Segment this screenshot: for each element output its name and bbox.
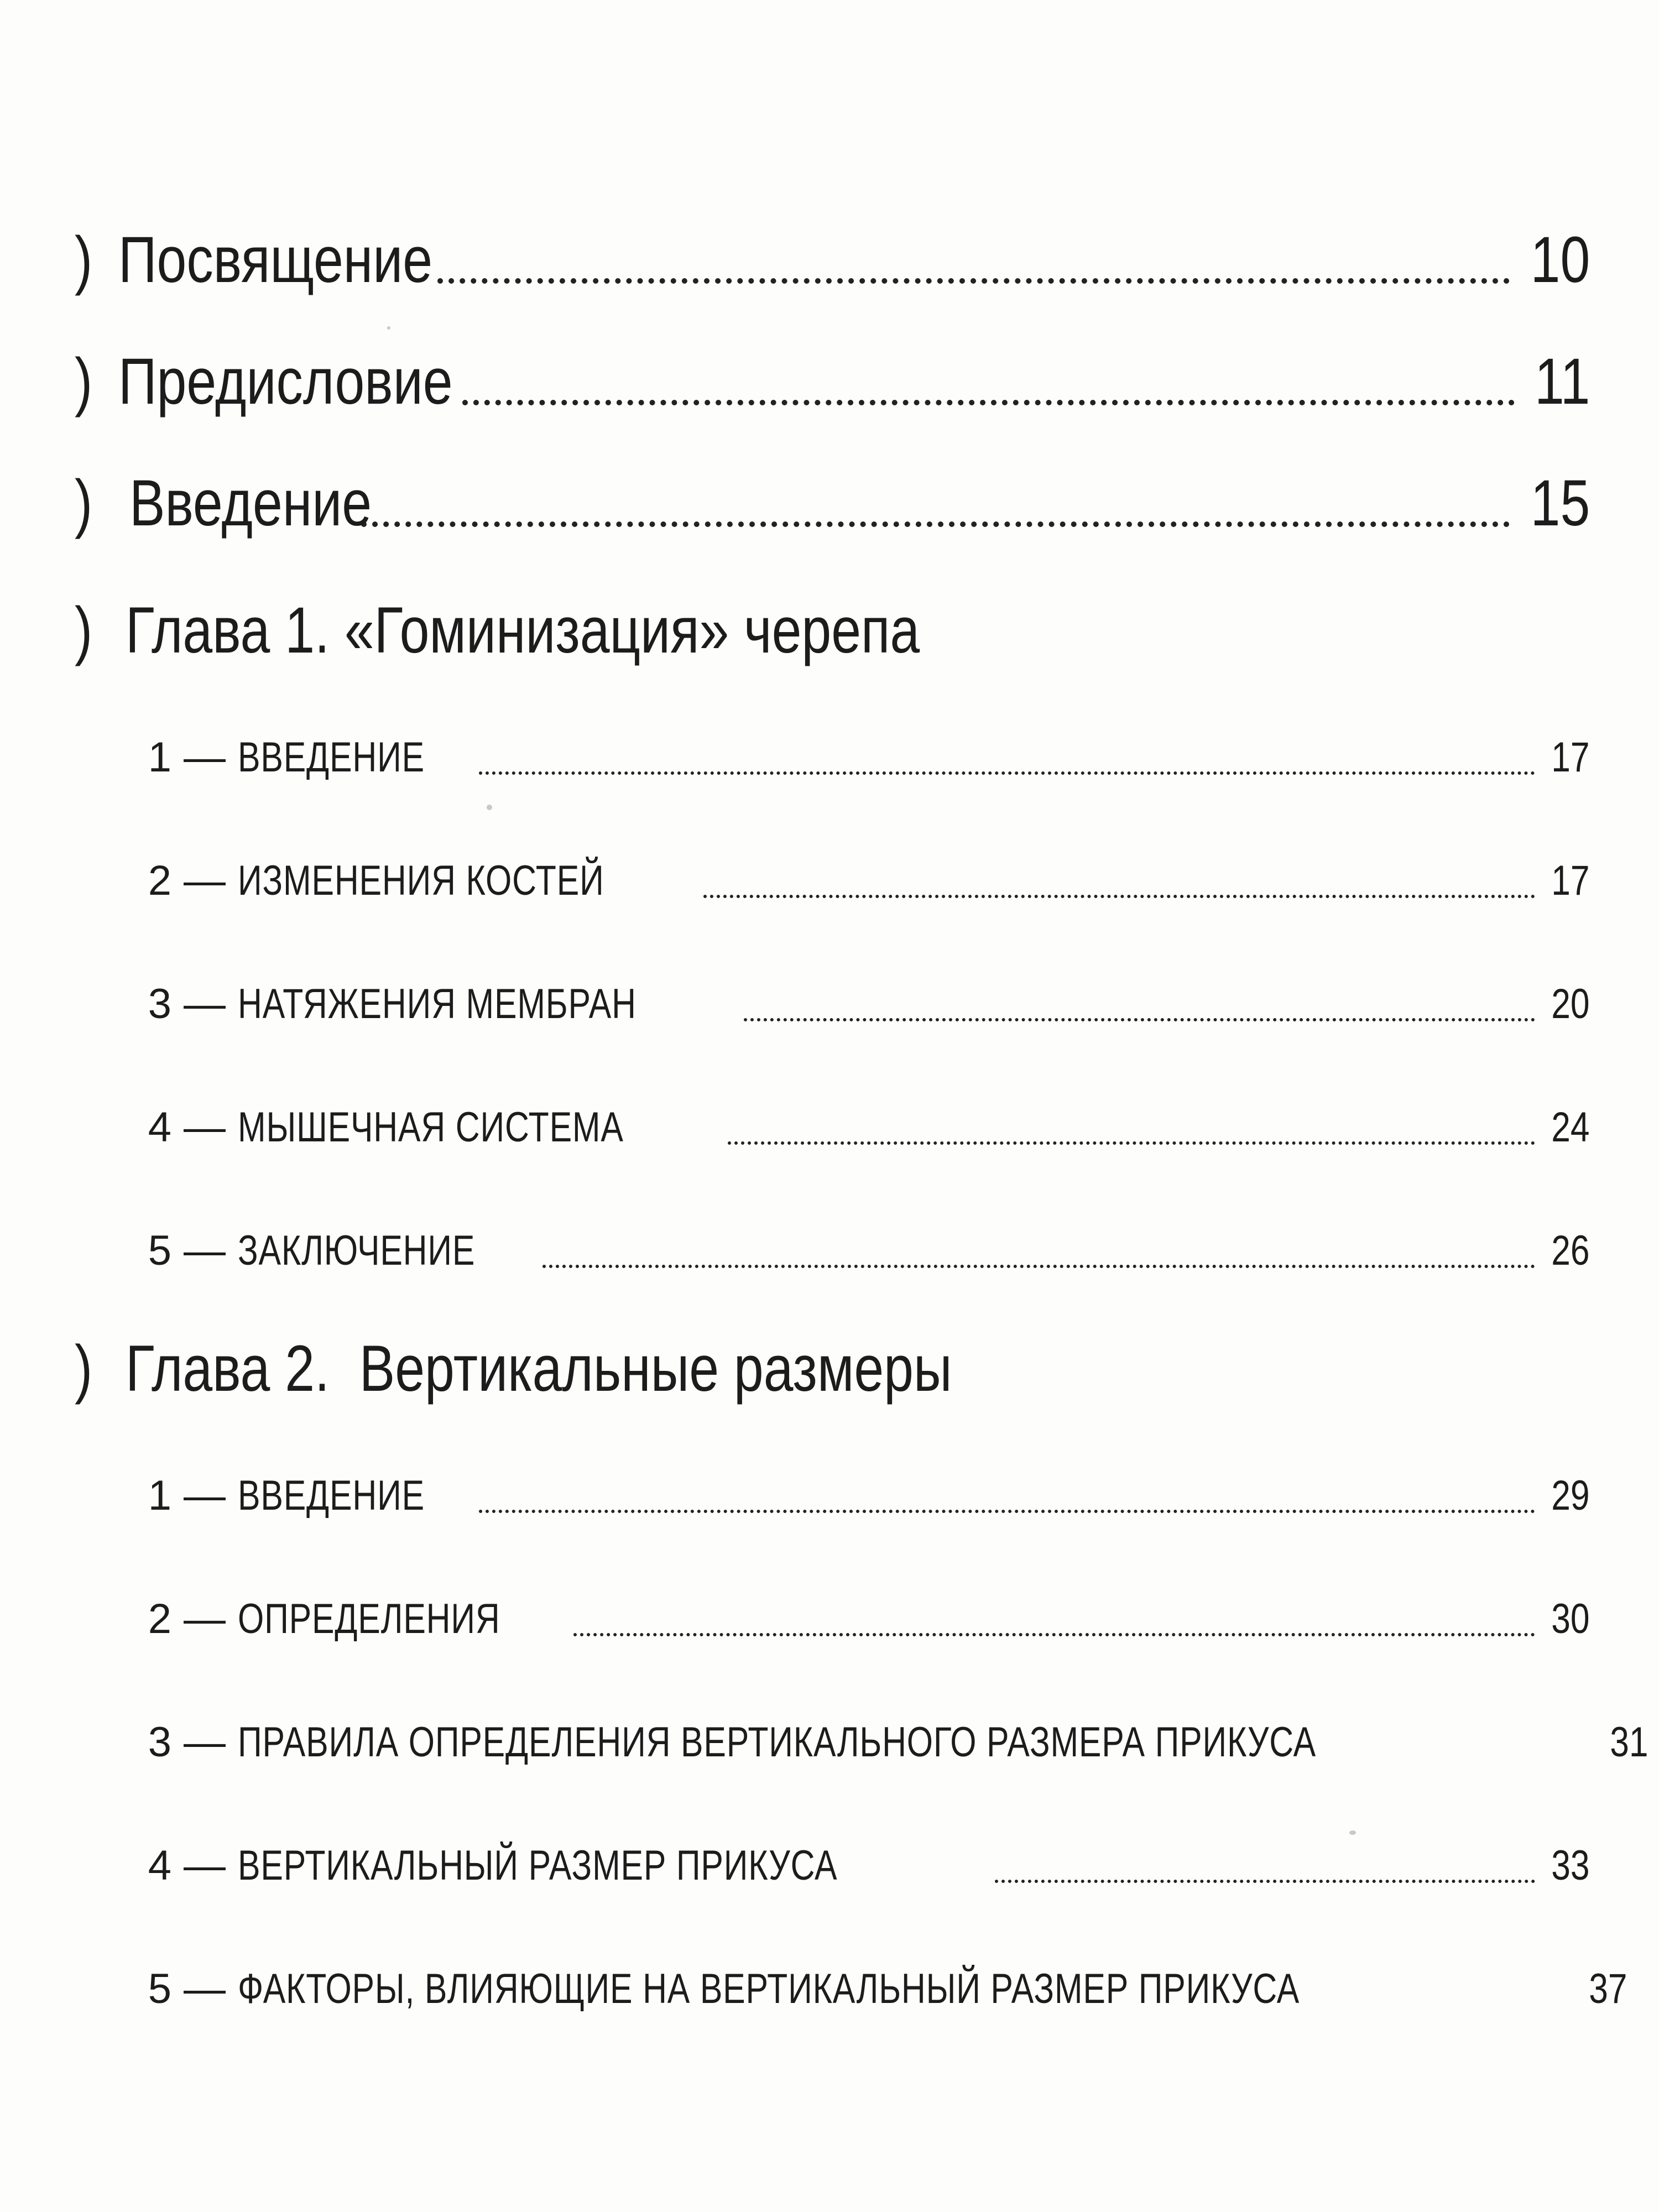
section-label: ОПРЕДЕЛЕНИЯ: [238, 1595, 500, 1642]
section-number: 5: [148, 1227, 171, 1274]
dot-leader: [703, 895, 1535, 898]
section-label: ЗАКЛЮЧЕНИЕ: [238, 1227, 476, 1274]
toc-page-number: 24: [1551, 1104, 1590, 1151]
section-number: 1: [148, 1472, 171, 1519]
toc-chapter-2-heading[interactable]: [75, 1333, 1134, 1405]
section-label: ВЕРТИКАЛЬНЫЙ РАЗМЕР ПРИКУСА: [238, 1842, 838, 1889]
toc-page-number: 11: [1534, 345, 1590, 418]
toc-section-1-2[interactable]: [138, 856, 1590, 906]
section-dash: —: [184, 857, 226, 904]
paper-speck: [1349, 1830, 1356, 1835]
dot-leader: [744, 1018, 1535, 1021]
toc-page-number: 31: [1609, 1719, 1648, 1766]
section-dash: —: [184, 980, 226, 1027]
toc-page-number: 29: [1551, 1472, 1590, 1519]
toc-bullet: ): [75, 1332, 93, 1405]
toc-section-1-1[interactable]: [138, 733, 1590, 782]
toc-entry-dedication[interactable]: [75, 224, 1590, 296]
toc-section-1-3[interactable]: [138, 979, 1590, 1029]
section-dash: —: [184, 734, 226, 781]
section-label: ПРАВИЛА ОПРЕДЕЛЕНИЯ ВЕРТИКАЛЬНОГО РАЗМЕРА ПРИКУСА: [238, 1719, 1317, 1766]
section-label: ВВЕДЕНИЕ: [238, 734, 425, 781]
toc-entry-label: Посвящение: [118, 223, 433, 296]
section-number: 2: [148, 1595, 171, 1642]
toc-page-number: 37: [1589, 1965, 1627, 2012]
section-number: 5: [148, 1965, 171, 2012]
toc-chapter-title: Глава 2. Вертикальные размеры: [126, 1332, 952, 1405]
toc-bullet: ): [75, 223, 93, 296]
paper-speck: [387, 326, 390, 330]
toc-chapter-title: Глава 1. «Гоминизация» черепа: [126, 594, 920, 667]
toc-page-number: 10: [1530, 223, 1590, 296]
toc-entry-preface[interactable]: [75, 346, 1590, 418]
section-dash: —: [184, 1595, 226, 1642]
paper-speck: [487, 805, 492, 810]
section-number: 3: [148, 980, 171, 1027]
toc-page-number: 26: [1551, 1227, 1590, 1274]
toc-entry-introduction[interactable]: [75, 467, 1590, 539]
section-number: 3: [148, 1719, 171, 1766]
toc-bullet: ): [75, 467, 93, 540]
dot-leader: [462, 400, 1515, 405]
dot-leader: [479, 771, 1535, 775]
section-dash: —: [184, 1965, 226, 2012]
toc-page-number: 33: [1551, 1842, 1590, 1889]
section-number: 2: [148, 857, 171, 904]
toc-page-number: 17: [1551, 857, 1590, 904]
toc-section-1-4[interactable]: [138, 1103, 1590, 1152]
dot-leader: [542, 1265, 1536, 1268]
dot-leader: [437, 278, 1510, 284]
section-dash: —: [184, 1842, 226, 1889]
section-dash: —: [184, 1719, 226, 1766]
toc-section-2-5[interactable]: [138, 1964, 1627, 2014]
section-number: 1: [148, 734, 171, 781]
section-label: ФАКТОРЫ, ВЛИЯЮЩИЕ НА ВЕРТИКАЛЬНЫЙ РАЗМЕР ПРИКУСА: [238, 1965, 1300, 2012]
toc-entry-label: Предисловие: [118, 345, 453, 418]
section-label: ВВЕДЕНИЕ: [238, 1472, 425, 1519]
toc-section-2-4[interactable]: [138, 1841, 1590, 1891]
toc-page-number: 17: [1551, 734, 1590, 781]
toc-chapter-1-heading[interactable]: [75, 594, 1094, 666]
section-dash: —: [184, 1472, 226, 1519]
dot-leader: [573, 1633, 1535, 1636]
toc-section-2-3[interactable]: [138, 1718, 1648, 1767]
section-dash: —: [184, 1227, 226, 1274]
section-label: МЫШЕЧНАЯ СИСТЕМА: [238, 1104, 624, 1151]
section-number: 4: [148, 1104, 171, 1151]
toc-page-number: 20: [1551, 980, 1590, 1027]
section-number: 4: [148, 1842, 171, 1889]
section-label: НАТЯЖЕНИЯ МЕМБРАН: [238, 980, 637, 1027]
toc-section-2-1[interactable]: [138, 1471, 1590, 1521]
dot-leader: [728, 1141, 1535, 1145]
toc-bullet: ): [75, 594, 93, 667]
toc-section-1-5[interactable]: [138, 1226, 1590, 1276]
section-dash: —: [184, 1104, 226, 1151]
dot-leader: [995, 1880, 1535, 1883]
toc-entry-label: Введение: [129, 467, 372, 540]
toc-bullet: ): [75, 345, 93, 418]
toc-page-number: 15: [1530, 467, 1590, 540]
dot-leader: [479, 1510, 1535, 1513]
toc-page-number: 30: [1551, 1595, 1590, 1642]
dot-leader: [361, 521, 1510, 527]
section-label: ИЗМЕНЕНИЯ КОСТЕЙ: [238, 857, 604, 904]
toc-section-2-2[interactable]: [138, 1594, 1590, 1644]
